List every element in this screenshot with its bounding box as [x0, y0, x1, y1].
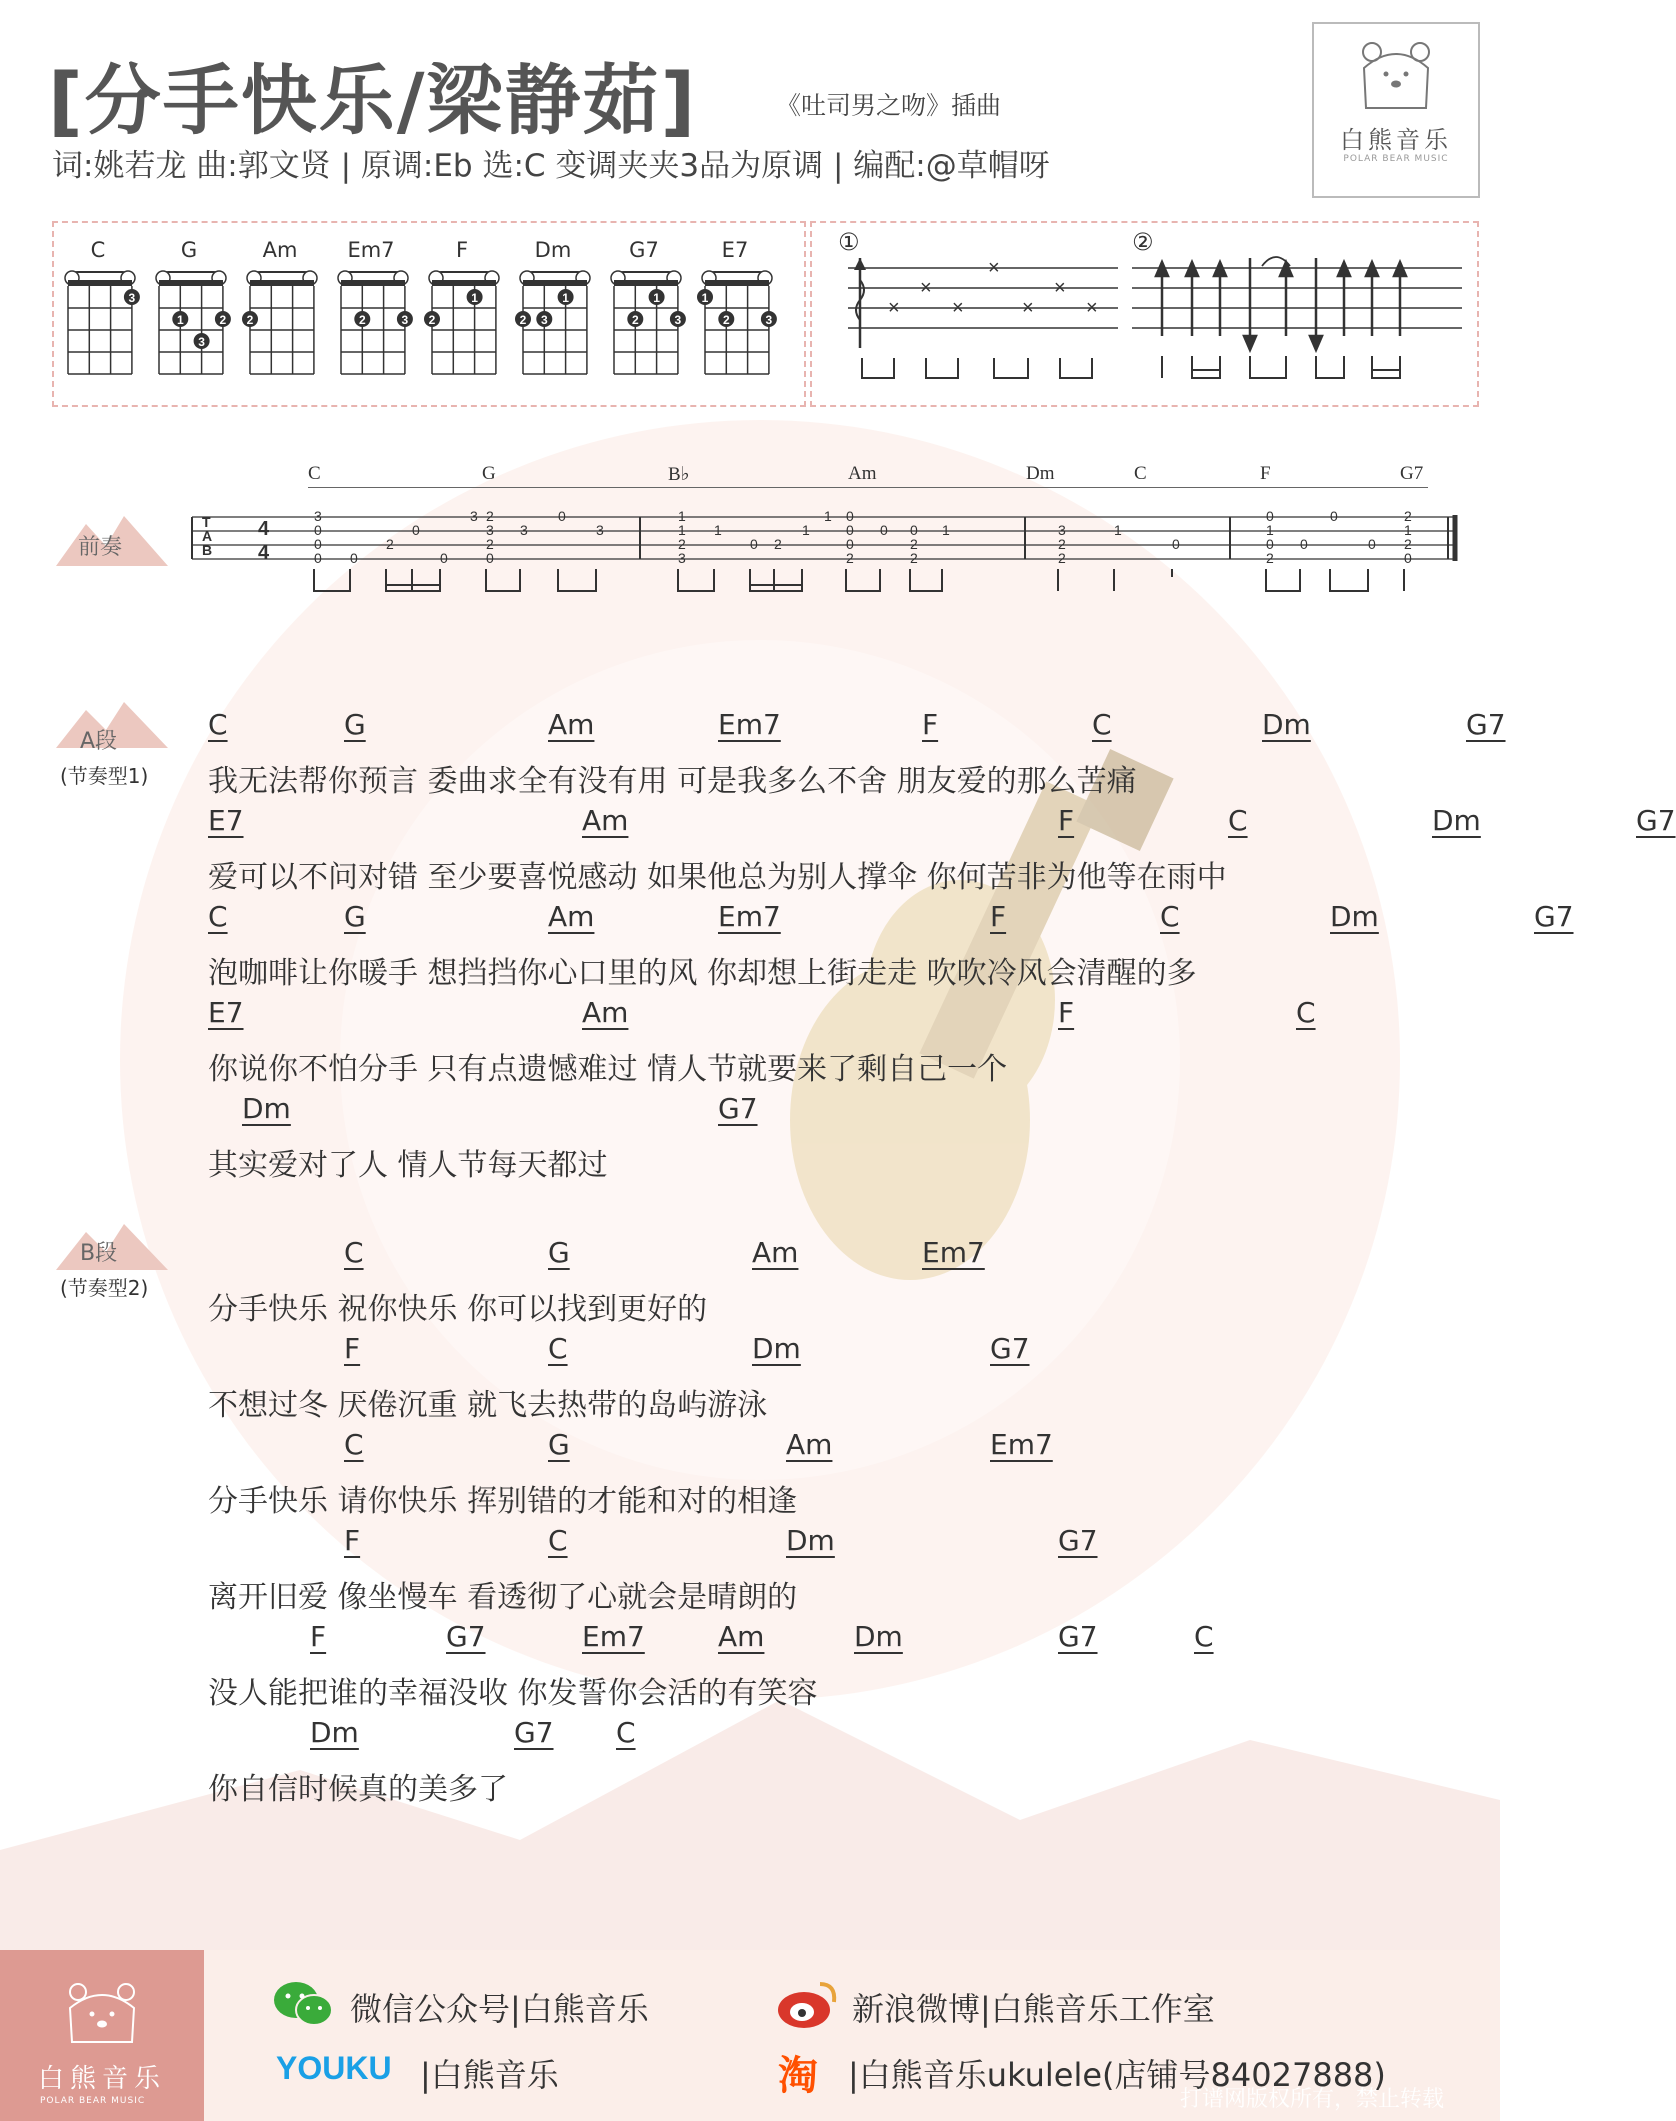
- intro-tab: [190, 463, 1470, 613]
- chord-symbol: Am: [718, 1620, 765, 1653]
- chord-name: G7: [629, 238, 659, 262]
- svg-text:0: 0: [558, 508, 566, 524]
- chord-symbol: Dm: [310, 1716, 359, 1749]
- chord-symbol: Dm: [1330, 900, 1379, 933]
- svg-text:3: 3: [401, 313, 409, 327]
- lyric-line: 其实爱对了人 情人节每天都过: [208, 1148, 608, 1183]
- svg-text:×: ×: [1086, 297, 1098, 319]
- svg-text:1: 1: [802, 522, 810, 538]
- svg-text:2: 2: [519, 313, 527, 327]
- footer-bear-icon: [62, 1980, 142, 2046]
- svg-text:1: 1: [824, 508, 832, 524]
- svg-text:0: 0: [350, 550, 358, 566]
- svg-text:0: 0: [1266, 508, 1274, 524]
- intro-chord-label: Am: [848, 463, 877, 484]
- svg-text:3: 3: [198, 335, 205, 349]
- svg-text:1: 1: [942, 522, 950, 538]
- chord-row: [208, 1332, 1468, 1368]
- chord-symbol: F: [344, 1332, 361, 1365]
- chord-symbol: Am: [548, 900, 595, 933]
- svg-text:×: ×: [1022, 297, 1034, 319]
- svg-text:2: 2: [1404, 536, 1412, 552]
- chord-symbol: G7: [514, 1716, 554, 1749]
- chord-symbol: F: [344, 1524, 361, 1557]
- song-title: [分手快乐/梁静茹]: [48, 56, 698, 145]
- svg-text:0: 0: [1300, 536, 1308, 552]
- chord-symbol: Dm: [1432, 804, 1481, 837]
- chord-diagrams: [62, 238, 802, 388]
- chord-diagram-f: [426, 268, 502, 384]
- chord-diagram-e7: [699, 268, 775, 384]
- intro-chord-label: Dm: [1026, 463, 1055, 484]
- chord-symbol: C: [616, 1716, 636, 1749]
- intro-label: 前奏: [78, 535, 123, 560]
- chord-symbol: C: [1296, 996, 1316, 1029]
- svg-text:0: 0: [412, 522, 420, 538]
- svg-text:0: 0: [910, 522, 918, 538]
- svg-text:0: 0: [846, 536, 854, 552]
- chord-symbol: G7: [1058, 1620, 1098, 1653]
- svg-text:×: ×: [920, 277, 932, 299]
- svg-text:3: 3: [486, 522, 494, 538]
- wechat-account[interactable]: 微信公众号|白熊音乐: [350, 1990, 649, 2028]
- svg-text:3: 3: [1058, 522, 1066, 538]
- chord-symbol: C: [208, 900, 228, 933]
- chord-symbol: Dm: [242, 1092, 291, 1125]
- svg-text:B: B: [202, 542, 213, 558]
- chord-symbol: Em7: [582, 1620, 645, 1653]
- strum-pattern-2-label: ②: [1132, 228, 1154, 256]
- svg-text:3: 3: [678, 550, 686, 566]
- svg-text:2: 2: [1404, 508, 1412, 524]
- bear-icon: [1356, 38, 1436, 114]
- intro-chord-label: G: [482, 463, 496, 484]
- chord-symbol: Em7: [718, 708, 781, 741]
- svg-text:×: ×: [988, 257, 1000, 279]
- svg-text:3: 3: [314, 508, 322, 524]
- chord-name: F: [455, 238, 469, 262]
- svg-text:3: 3: [674, 313, 682, 327]
- chord-symbol: G7: [446, 1620, 486, 1653]
- chord-symbol: Em7: [990, 1428, 1053, 1461]
- svg-text:0: 0: [1368, 536, 1376, 552]
- chord-symbol: C: [208, 708, 228, 741]
- footer-brand-block: [0, 1950, 204, 2121]
- svg-text:3: 3: [128, 291, 136, 305]
- svg-text:2: 2: [1058, 550, 1066, 566]
- svg-text:3: 3: [765, 313, 773, 327]
- svg-text:1: 1: [1404, 522, 1412, 538]
- chord-row: [208, 1716, 1468, 1752]
- copyright-notice: 打谱网版权所有，禁止转载: [1180, 2087, 1445, 2112]
- intro-chord-label: B♭: [668, 464, 690, 485]
- song-subtitle: 《吐司男之吻》插曲: [776, 91, 1002, 120]
- chord-row: [208, 1620, 1468, 1656]
- svg-text:3: 3: [470, 508, 478, 524]
- weibo-icon: [776, 1978, 840, 2030]
- tab-clef: [202, 514, 212, 558]
- chord-symbol: C: [344, 1428, 364, 1461]
- chord-diagram-g7: [608, 268, 684, 384]
- chord-row: [208, 900, 1574, 936]
- section-a-pattern: (节奏型1): [60, 764, 149, 788]
- svg-text:2: 2: [219, 313, 227, 327]
- svg-text:1: 1: [714, 522, 722, 538]
- intro-chord-label: G7: [1400, 463, 1424, 484]
- svg-text:3: 3: [540, 313, 548, 327]
- chord-symbol: G7: [1466, 708, 1506, 741]
- chord-diagram-c: [62, 268, 138, 384]
- svg-text:2: 2: [358, 313, 366, 327]
- intro-tab-staff: [190, 505, 1470, 615]
- chord-name: Em7: [347, 238, 395, 262]
- chord-symbol: G7: [1534, 900, 1574, 933]
- svg-text:2: 2: [678, 536, 686, 552]
- tab-time-sig-top: 4: [258, 518, 270, 540]
- svg-text:0: 0: [1172, 536, 1180, 552]
- svg-text:3: 3: [596, 522, 604, 538]
- svg-text:×: ×: [952, 297, 964, 319]
- svg-text:0: 0: [1404, 550, 1412, 566]
- taobao-store[interactable]: |白熊音乐ukulele(店铺号84027888): [848, 2056, 1386, 2094]
- chord-symbol: C: [1228, 804, 1248, 837]
- taobao-icon: 淘: [778, 2053, 818, 2099]
- chord-symbol: G: [344, 900, 366, 933]
- lyric-line: 你说你不怕分手 只有点遗憾难过 情人节就要来了剩自己一个: [208, 1052, 1008, 1087]
- svg-text:2: 2: [910, 550, 918, 566]
- chord-symbol: Dm: [786, 1524, 835, 1557]
- chord-symbol: Am: [548, 708, 595, 741]
- chord-symbol: F: [922, 708, 939, 741]
- svg-text:2: 2: [631, 313, 639, 327]
- svg-text:×: ×: [1054, 277, 1066, 299]
- svg-text:0: 0: [846, 522, 854, 538]
- svg-text:0: 0: [1330, 508, 1338, 524]
- lyric-line: 分手快乐 请你快乐 挥别错的才能和对的相逢: [208, 1484, 798, 1519]
- chord-symbol: G7: [718, 1092, 758, 1125]
- svg-text:2: 2: [486, 508, 494, 524]
- svg-text:0: 0: [314, 536, 322, 552]
- intro-chord-label: F: [1260, 463, 1271, 484]
- section-b-pattern: (节奏型2): [60, 1276, 149, 1300]
- chord-symbol: F: [1058, 804, 1075, 837]
- footer-brand-name: 白熊音乐: [38, 2064, 167, 2094]
- lyric-line: 你自信时候真的美多了: [208, 1772, 508, 1807]
- svg-text:1: 1: [562, 291, 569, 305]
- chord-row: [208, 1524, 1468, 1560]
- lyric-line: 离开旧爱 像坐慢车 看透彻了心就会是晴朗的: [208, 1580, 798, 1615]
- strum-pattern-1-label: ①: [838, 228, 860, 256]
- chord-symbol: Dm: [1262, 708, 1311, 741]
- chord-symbol: F: [1058, 996, 1075, 1029]
- svg-text:0: 0: [440, 550, 448, 566]
- svg-text:2: 2: [428, 313, 436, 327]
- chord-row: [208, 1092, 1468, 1128]
- youku-account[interactable]: |白熊音乐: [420, 2056, 559, 2094]
- svg-text:0: 0: [750, 536, 758, 552]
- svg-text:1: 1: [1266, 522, 1274, 538]
- weibo-account[interactable]: 新浪微博|白熊音乐工作室: [852, 1990, 1215, 2028]
- svg-text:0: 0: [1266, 536, 1274, 552]
- svg-text:2: 2: [910, 536, 918, 552]
- chord-diagram-dm: [517, 268, 593, 384]
- chord-row: [208, 708, 1506, 744]
- lyric-line: 我无法帮你预言 委曲求全有没有用 可是我多么不舍 朋友爱的那么苦痛: [208, 764, 1137, 799]
- chord-name: C: [90, 238, 106, 262]
- svg-text:2: 2: [774, 536, 782, 552]
- chord-diagram-am: [244, 268, 320, 384]
- svg-text:T: T: [202, 514, 211, 530]
- chord-symbol: F: [990, 900, 1007, 933]
- strum-pattern-1: [838, 250, 1128, 390]
- footer-brand-sub: POLAR BEAR MUSIC: [40, 2096, 146, 2106]
- chord-symbol: G: [344, 708, 366, 741]
- intro-chord-underline: [308, 487, 1428, 488]
- svg-text:2: 2: [246, 313, 254, 327]
- svg-text:0: 0: [486, 550, 494, 566]
- tab-time-sig-bottom: 4: [258, 542, 270, 564]
- svg-text:0: 0: [846, 508, 854, 524]
- chord-symbol: Am: [582, 996, 629, 1029]
- chord-diagram-g: [153, 268, 229, 384]
- lyric-line: 泡咖啡让你暖手 想挡挡你心口里的风 你却想上街走走 吹吹冷风会清醒的多: [208, 956, 1197, 991]
- chord-symbol: Am: [786, 1428, 833, 1461]
- chord-symbol: E7: [208, 996, 244, 1029]
- chord-row: [208, 1428, 1468, 1464]
- youku-logo: YOUKU: [276, 2050, 392, 2086]
- svg-text:2: 2: [486, 536, 494, 552]
- chord-symbol: G7: [990, 1332, 1030, 1365]
- section-b-label: B段: [80, 1241, 118, 1266]
- brand-logo: [1312, 22, 1480, 198]
- svg-text:1: 1: [176, 313, 184, 327]
- chord-symbol: C: [1160, 900, 1180, 933]
- svg-text:1: 1: [678, 522, 686, 538]
- chord-symbol: Em7: [922, 1236, 985, 1269]
- svg-text:2: 2: [1058, 536, 1066, 552]
- logo-name: 白熊音乐: [1340, 126, 1452, 154]
- strum-pattern-2: [1132, 250, 1468, 390]
- chord-symbol: C: [548, 1524, 568, 1557]
- lyric-line: 没人能把谁的幸福没收 你发誓你会活的有笑容: [208, 1676, 818, 1711]
- logo-subtext: POLAR BEAR MUSIC: [1343, 154, 1449, 164]
- chord-symbol: G: [548, 1428, 570, 1461]
- wechat-icon: [272, 1980, 334, 2030]
- intro-chord-label: C: [308, 463, 321, 484]
- chord-name: Am: [262, 238, 298, 262]
- song-credits: 词:姚若龙 曲:郭文贤 | 原调:Eb 选:C 变调夹夹3品为原调 | 编配:@草帽呀: [52, 148, 1050, 184]
- svg-text:1: 1: [701, 291, 709, 305]
- chord-diagram-em7: [335, 268, 411, 384]
- chord-symbol: G: [548, 1236, 570, 1269]
- chord-symbol: C: [1092, 708, 1112, 741]
- lyric-line: 不想过冬 厌倦沉重 就飞去热带的岛屿游泳: [208, 1388, 768, 1423]
- chord-row: [208, 996, 1468, 1032]
- chord-symbol: C: [548, 1332, 568, 1365]
- chord-name: Dm: [534, 238, 572, 262]
- chord-symbol: G7: [1058, 1524, 1098, 1557]
- chord-symbol: C: [1194, 1620, 1214, 1653]
- svg-text:0: 0: [314, 522, 322, 538]
- svg-text:3: 3: [520, 522, 528, 538]
- chord-symbol: Am: [582, 804, 629, 837]
- chord-name: G: [180, 238, 198, 262]
- svg-text:2: 2: [386, 536, 394, 552]
- lyric-line: 分手快乐 祝你快乐 你可以找到更好的: [208, 1292, 708, 1327]
- svg-text:0: 0: [314, 550, 322, 566]
- chord-symbol: Dm: [752, 1332, 801, 1365]
- svg-text:1: 1: [678, 508, 686, 524]
- svg-text:1: 1: [1114, 522, 1122, 538]
- intro-chord-label: C: [1134, 463, 1147, 484]
- chord-symbol: Dm: [854, 1620, 903, 1653]
- chord-symbol: G7: [1636, 804, 1676, 837]
- svg-text:2: 2: [846, 550, 854, 566]
- chord-name: E7: [721, 238, 749, 262]
- chord-symbol: F: [310, 1620, 327, 1653]
- svg-text:A: A: [202, 528, 213, 544]
- chord-symbol: E7: [208, 804, 244, 837]
- chord-row: [208, 1236, 1468, 1272]
- section-a-label: A段: [80, 729, 118, 754]
- svg-text:2: 2: [722, 313, 730, 327]
- svg-text:1: 1: [471, 291, 478, 305]
- svg-text:0: 0: [880, 522, 888, 538]
- chord-symbol: C: [344, 1236, 364, 1269]
- svg-text:2: 2: [1266, 550, 1274, 566]
- svg-text:1: 1: [653, 291, 660, 305]
- svg-text:×: ×: [888, 297, 900, 319]
- chord-symbol: Am: [752, 1236, 799, 1269]
- lyric-line: 爱可以不问对错 至少要喜悦感动 如果他总为别人撑伞 你何苦非为他等在雨中: [208, 860, 1227, 895]
- chord-symbol: Em7: [718, 900, 781, 933]
- chord-row: [208, 804, 1676, 840]
